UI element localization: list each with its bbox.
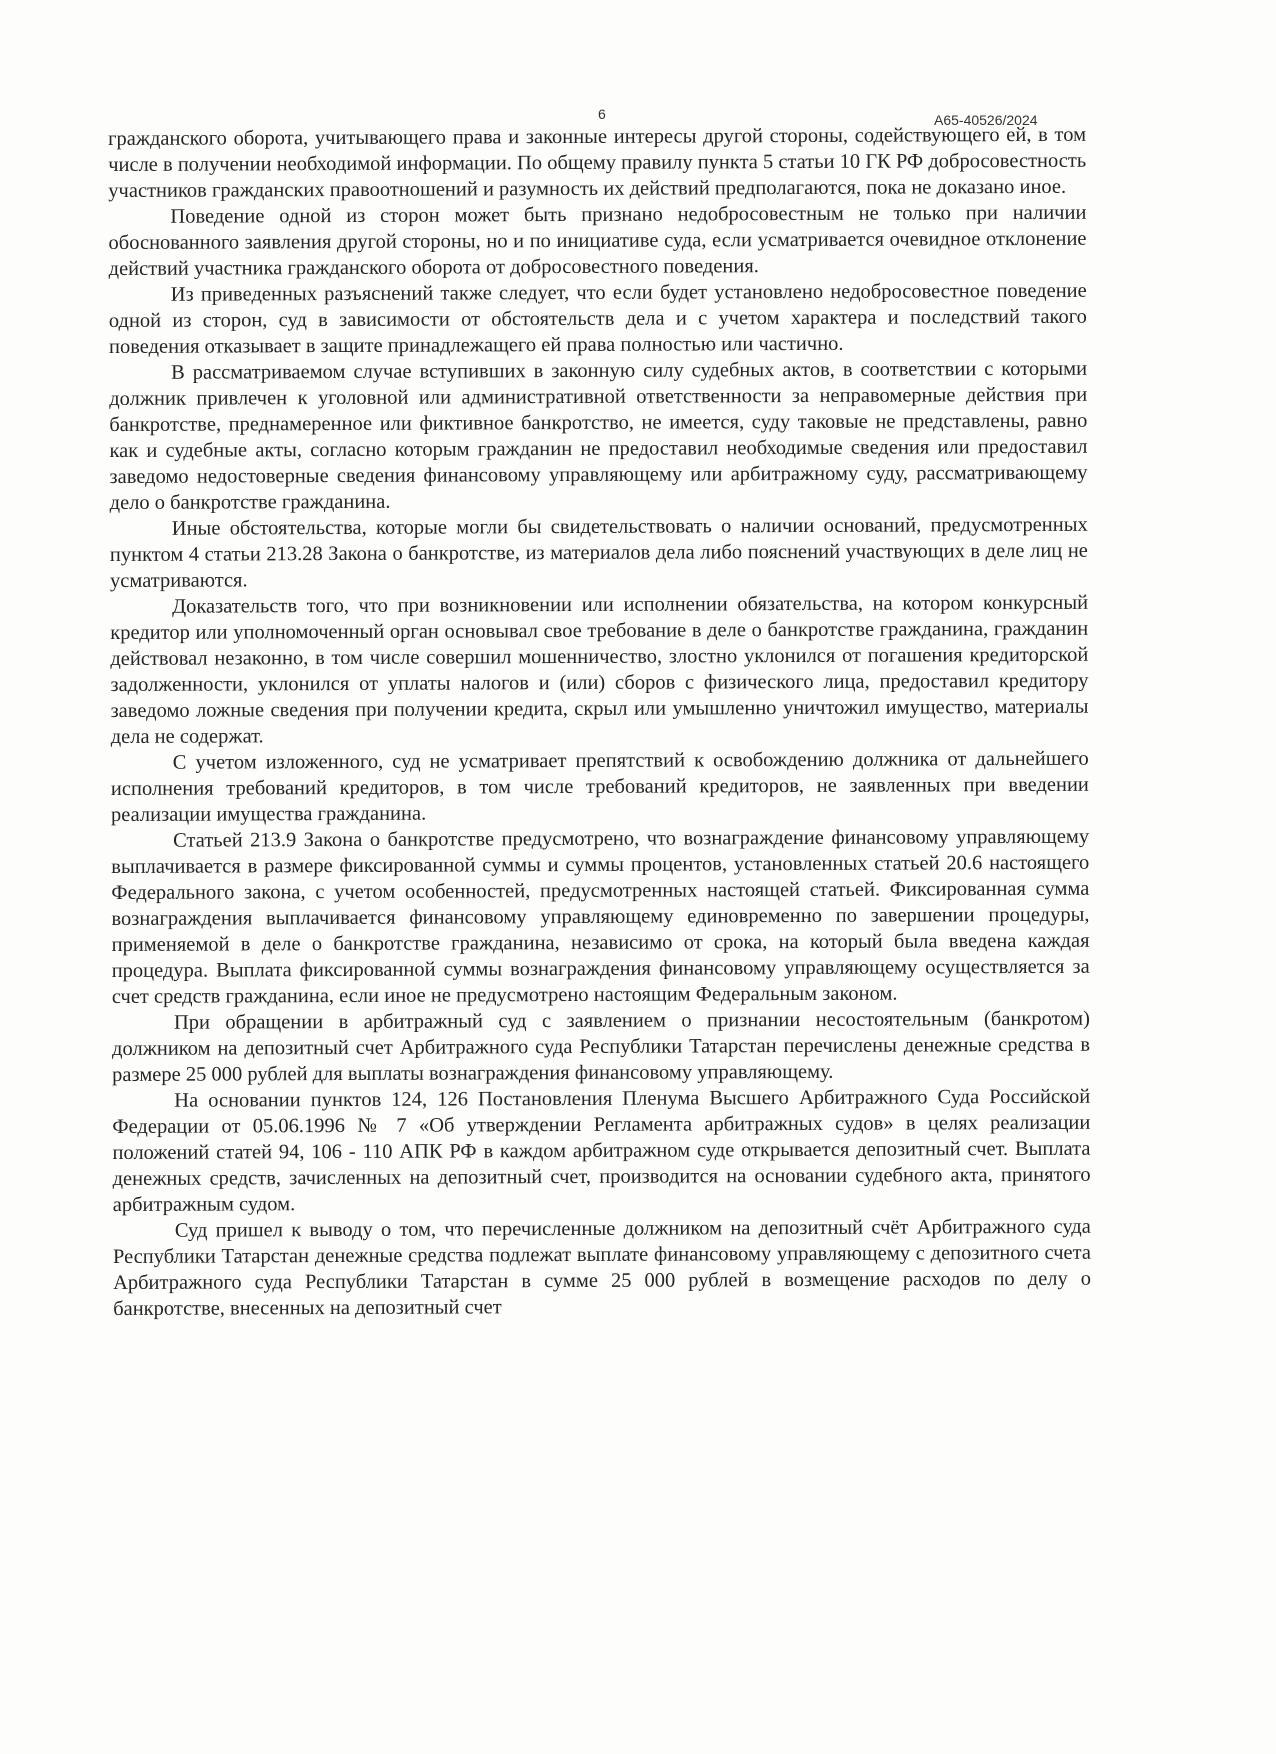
paragraph: Из приведенных разъяснений также следует, что если будет установлено недобросовестное поведение одной из сторон, суд в зависимости от обстоятельств дела и с учетом характера и последствий такого поведения отказывает в защите принадлежащего ей права полностью или частично.	[108, 279, 1087, 358]
page-number: 6	[598, 106, 606, 122]
paragraph: гражданского оборота, учитывающего права и законные интересы другой стороны, содействующего ей, в том числе в получении необходимой информации. По общему правилу пункта 5 статьи 10 ГК РФ добросовестность участников гражданских правоотношений и разумность их действий предполагаются, пока не доказано иное.	[108, 123, 1087, 202]
paragraph: Суд пришел к выводу о том, что перечисленные должником на депозитный счёт Арбитражного суда Республики Татарстан денежные средства подлежат выплате финансовому управляющему с депозитного счета Арбитражного суда Республики Татарстан в сумме 25 000 рублей в возмещение расходов по делу о банкротстве, внесенных на депозитный счет	[112, 1215, 1092, 1320]
paragraph: С учетом изложенного, суд не усматривает препятствий к освобождению должника от дальнейшего исполнения требований кредиторов, в том числе требований кредиторов, не заявленных при введении реализации имущества гражданина.	[110, 747, 1089, 826]
paragraph: В рассматриваемом случае вступивших в законную силу судебных актов, в соответствии с которыми должник привлечен к уголовной или административной ответственности за неправомерные действия при банкротстве, преднамеренное или фиктивное банкротство, не имеется, суду таковые не представлены, равно как и судебные акты, согласно которым гражданин не предоставил необходимые сведения или предоставил заведомо недостоверные сведения финансовому управляющему или арбитражному суду, рассматривающему дело о банкротстве гражданина.	[109, 357, 1088, 514]
paragraph: При обращении в арбитражный суд с заявлением о признании несостоятельным (банкротом) должником на депозитный счет Арбитражного суда Республики Татарстан перечислены денежные средства в размере 25 000 рублей для выплаты вознаграждения финансовому управляющему.	[111, 1007, 1091, 1086]
document-body	[108, 122, 1091, 1322]
paragraph: Статьей 213.9 Закона о банкротстве предусмотрено, что вознаграждение финансовому управляющему выплачивается в размере фиксированной суммы и суммы процентов, установленных статьей 20.6 настоящего Федерального закона, с учетом особенностей, предусмотренных настоящей статьей. Фиксированная сумма вознаграждения выплачивается финансовому управляющему единовременно по завершении процедуры, применяемой в деле о банкротстве гражданина, независимо от срока, на который была введена каждая процедура. Выплата фиксированной суммы вознаграждения финансовому управляющему осуществляется за счет средств гражданина, если иное не предусмотрено настоящим Федеральным законом.	[111, 825, 1090, 1008]
paragraph: На основании пунктов 124, 126 Постановления Пленума Высшего Арбитражного Суда Российской Федерации от 05.06.1996 № 7 «Об утверждении Регламента арбитражных судов» в целях реализации положений статей 94, 106 - 110 АПК РФ в каждом арбитражном суде открывается депозитный счет. Выплата денежных средств, зачисленных на депозитный счет, производится на основании судебного акта, принятого арбитражным судом.	[112, 1085, 1091, 1216]
case-number: А65-40526/2024	[934, 112, 1038, 128]
paragraph: Доказательств того, что при возникновении или исполнении обязательства, на котором конкурсный кредитор или уполномоченный орган основывал свое требование в деле о банкротстве гражданина, гражданин действовал незаконно, в том числе совершил мошенничество, злостно уклонился от погашения кредиторской задолженности, уклонился от уплаты налогов и (или) сборов с физического лица, предоставил кредитору заведомо ложные сведения при получении кредита, скрыл или умышленно уничтожил имущество, материалы дела не содержат.	[110, 591, 1089, 748]
paragraph: Поведение одной из сторон может быть признано недобросовестным не только при наличии обоснованного заявления другой стороны, но и по инициативе суда, если усматривается очевидное отклонение действий участника гражданского оборота от добросовестного поведения.	[108, 201, 1087, 280]
paragraph: Иные обстоятельства, которые могли бы свидетельствовать о наличии оснований, предусмотренных пунктом 4 статьи 213.28 Закона о банкротстве, из материалов дела либо пояснений участвующих в деле лиц не усматриваются.	[109, 513, 1088, 592]
